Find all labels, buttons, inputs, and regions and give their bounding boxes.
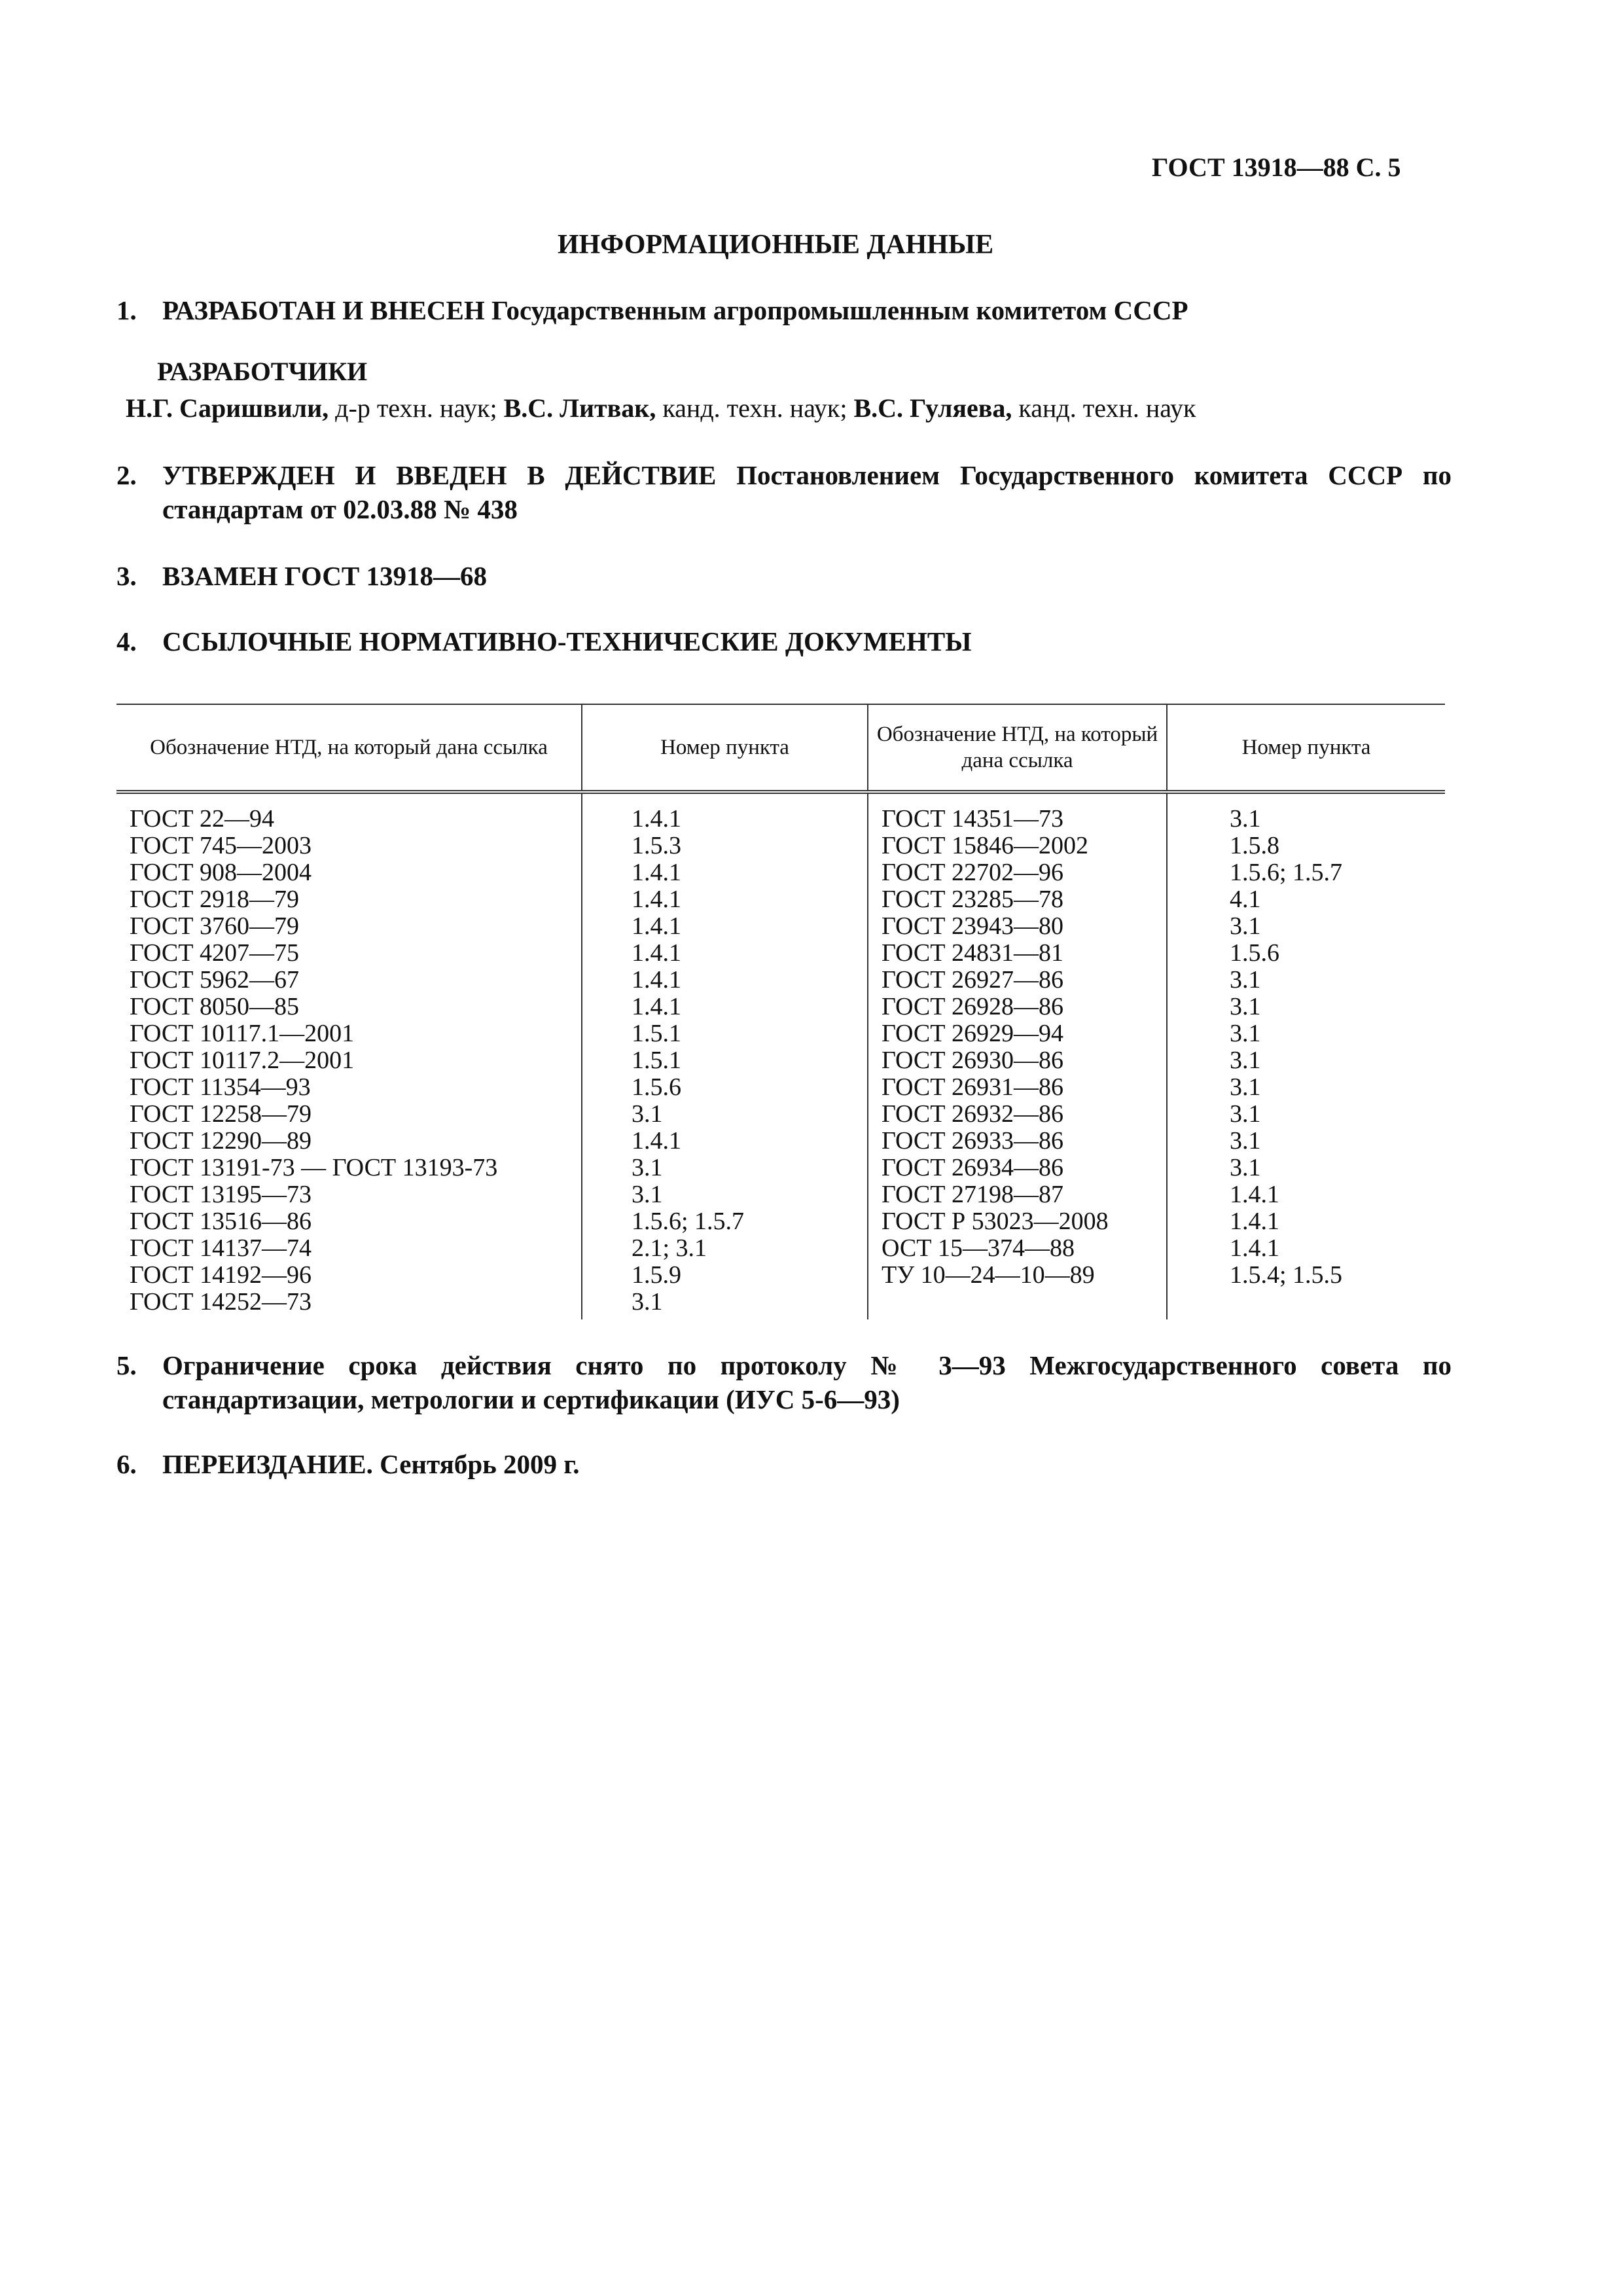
- right-doc-column: [868, 792, 1167, 1319]
- table-cell-item: 1.5.1: [632, 1020, 681, 1047]
- table-body-row: [116, 792, 1445, 1319]
- table-cell-doc: ГОСТ 14252—73: [130, 1288, 312, 1316]
- table-cell-doc: ГОСТ 13191-73 — ГОСТ 13193-73: [130, 1154, 498, 1181]
- developers-heading: РАЗРАБОТЧИКИ: [157, 357, 368, 386]
- header-item-left: Номер пункта: [582, 704, 868, 792]
- developers-list: [126, 393, 1196, 423]
- header-doc-left: Обозначение НТД, на который дана ссылка: [116, 704, 582, 792]
- table-cell-item: 1.4.1: [632, 805, 681, 833]
- section-4-text: ССЫЛОЧНЫЕ НОРМАТИВНО-ТЕХНИЧЕСКИЕ ДОКУМЕНТЫ: [162, 626, 972, 656]
- table-cell-item: 3.1: [1230, 1020, 1261, 1047]
- table-cell-doc: ГОСТ 14192—96: [130, 1261, 312, 1289]
- table-cell-item: 3.1: [632, 1288, 663, 1316]
- table-cell-doc: ГОСТ 26931—86: [882, 1073, 1063, 1101]
- table-cell-item: 1.5.6: [632, 1073, 681, 1101]
- table-cell-item: 1.5.6; 1.5.7: [632, 1208, 745, 1235]
- table-cell-item: 1.4.1: [632, 966, 681, 994]
- table-cell-doc: ГОСТ 11354—93: [130, 1073, 311, 1101]
- section-2: [116, 458, 1452, 526]
- table-cell-item: 3.1: [1230, 993, 1261, 1020]
- reference-documents-table: [116, 704, 1445, 1319]
- section-2-number: 2.: [116, 460, 137, 490]
- table-cell-doc: ГОСТ 2918—79: [130, 886, 299, 913]
- table-cell-doc: ГОСТ 23943—80: [882, 912, 1063, 940]
- header-item-right: Номер пункта: [1167, 704, 1445, 792]
- table-cell-doc: ГОСТ 14351—73: [882, 805, 1063, 833]
- left-item-column: [582, 792, 868, 1319]
- table-cell-doc: ГОСТ 10117.1—2001: [130, 1020, 355, 1047]
- table-cell-doc: ГОСТ 745—2003: [130, 832, 312, 859]
- table-cell-item: 3.1: [632, 1100, 663, 1128]
- table-cell-doc: ГОСТ 26934—86: [882, 1154, 1063, 1181]
- table-cell-doc: ГОСТ 26930—86: [882, 1047, 1063, 1074]
- table-cell-doc: ГОСТ 13516—86: [130, 1208, 312, 1235]
- table-cell-doc: ГОСТ 27198—87: [882, 1181, 1063, 1208]
- table-cell-item: 1.4.1: [632, 886, 681, 913]
- table-cell-item: 2.1; 3.1: [632, 1234, 707, 1262]
- table-cell-item: 1.5.3: [632, 832, 681, 859]
- left-doc-column: [116, 792, 582, 1319]
- table-cell-doc: ГОСТ 26929—94: [882, 1020, 1063, 1047]
- section-3-number: 3.: [116, 561, 137, 591]
- table-cell-item: 1.5.9: [632, 1261, 681, 1289]
- right-item-column: [1167, 792, 1445, 1319]
- table-cell-doc: ГОСТ 15846—2002: [882, 832, 1088, 859]
- table-cell-item: 1.4.1: [1230, 1208, 1279, 1235]
- table-cell-item: 3.1: [632, 1154, 663, 1181]
- table-cell-doc: ГОСТ 8050—85: [130, 993, 299, 1020]
- table-cell-item: 1.4.1: [632, 1127, 681, 1155]
- section-6: [116, 1448, 580, 1480]
- table-cell-item: 3.1: [632, 1181, 663, 1208]
- section-1: [116, 295, 1188, 326]
- developer-name: В.С. Гуляева,: [853, 393, 1012, 423]
- developer-name: В.С. Литвак,: [503, 393, 656, 423]
- table-cell-item: 4.1: [1230, 886, 1261, 913]
- table-cell-item: 1.5.4; 1.5.5: [1230, 1261, 1343, 1289]
- table-cell-doc: ГОСТ 5962—67: [130, 966, 299, 994]
- table-cell-doc: ГОСТ 22—94: [130, 805, 274, 833]
- section-3: [116, 560, 487, 592]
- section-3-text: ВЗАМЕН ГОСТ 13918—68: [162, 561, 487, 591]
- section-5-number: 5.: [116, 1350, 137, 1380]
- section-6-number: 6.: [116, 1449, 137, 1479]
- table-cell-doc: ГОСТ 24831—81: [882, 939, 1063, 967]
- table-cell-item: 3.1: [1230, 966, 1261, 994]
- developer-name: Н.Г. Саришвили,: [126, 393, 329, 423]
- table-cell-doc: ГОСТ 4207—75: [130, 939, 299, 967]
- developer-degree: д-р техн. наук;: [329, 393, 504, 423]
- table-cell-doc: ТУ 10—24—10—89: [882, 1261, 1095, 1289]
- section-4-number: 4.: [116, 626, 137, 656]
- table-cell-doc: ГОСТ 22702—96: [882, 859, 1063, 886]
- header-doc-right: Обозначение НТД, на который дана ссылка: [868, 704, 1167, 792]
- table-cell-item: 1.5.6: [1230, 939, 1279, 967]
- table-cell-doc: ГОСТ 3760—79: [130, 912, 299, 940]
- table-cell-item: 1.5.8: [1230, 832, 1279, 859]
- developer-degree: канд. техн. наук: [1012, 393, 1196, 423]
- table-cell-doc: ОСТ 15—374—88: [882, 1234, 1075, 1262]
- table-cell-item: 1.4.1: [1230, 1234, 1279, 1262]
- table-cell-item: 3.1: [1230, 1100, 1261, 1128]
- table-cell-doc: ГОСТ 26927—86: [882, 966, 1063, 994]
- table-cell-doc: ГОСТ 12290—89: [130, 1127, 312, 1155]
- table-cell-item: 1.4.1: [632, 939, 681, 967]
- table-cell-item: 3.1: [1230, 1154, 1261, 1181]
- table-cell-item: 3.1: [1230, 1073, 1261, 1101]
- table-cell-doc: ГОСТ 26932—86: [882, 1100, 1063, 1128]
- table-cell-item: 1.4.1: [632, 859, 681, 886]
- section-2-text: УТВЕРЖДЕН И ВВЕДЕН В ДЕЙСТВИЕ Постановлением Государственного комитета СССР по стандартам от 02.03.88 № 438: [162, 460, 1452, 524]
- table-cell-item: 3.1: [1230, 1127, 1261, 1155]
- table-cell-item: 3.1: [1230, 1047, 1261, 1074]
- table-cell-doc: ГОСТ 12258—79: [130, 1100, 312, 1128]
- page-header-ref: ГОСТ 13918—88 С. 5: [1152, 152, 1401, 182]
- table-cell-doc: ГОСТ 26933—86: [882, 1127, 1063, 1155]
- table-cell-doc: ГОСТ 26928—86: [882, 993, 1063, 1020]
- section-5-text: Ограничение срока действия снято по протоколу № 3—93 Межгосударственного совета по стандартизации, метрологии и сертификации (ИУС 5-6—93): [162, 1350, 1452, 1414]
- developer-degree: канд. техн. наук;: [656, 393, 854, 423]
- table-cell-doc: ГОСТ 908—2004: [130, 859, 312, 886]
- table-cell-item: 1.4.1: [1230, 1181, 1279, 1208]
- page-title: ИНФОРМАЦИОННЫЕ ДАННЫЕ: [557, 230, 994, 260]
- table-cell-item: 1.5.1: [632, 1047, 681, 1074]
- table-cell-item: 1.4.1: [632, 993, 681, 1020]
- section-5: [116, 1348, 1452, 1416]
- table-cell-doc: ГОСТ 10117.2—2001: [130, 1047, 355, 1074]
- section-1-number: 1.: [116, 295, 137, 325]
- table-cell-doc: ГОСТ 14137—74: [130, 1234, 312, 1262]
- table-cell-item: 1.4.1: [632, 912, 681, 940]
- section-4: [116, 626, 972, 657]
- table-cell-item: 1.5.6; 1.5.7: [1230, 859, 1343, 886]
- section-1-text: РАЗРАБОТАН И ВНЕСЕН Государственным агропромышленным комитетом СССР: [162, 295, 1188, 325]
- table-cell-doc: ГОСТ Р 53023—2008: [882, 1208, 1109, 1235]
- table-cell-item: 3.1: [1230, 912, 1261, 940]
- table-cell-doc: ГОСТ 13195—73: [130, 1181, 312, 1208]
- section-6-text: ПЕРЕИЗДАНИЕ. Сентябрь 2009 г.: [162, 1449, 580, 1479]
- table-header-row: [116, 704, 1445, 792]
- table-cell-doc: ГОСТ 23285—78: [882, 886, 1063, 913]
- table-cell-item: 3.1: [1230, 805, 1261, 833]
